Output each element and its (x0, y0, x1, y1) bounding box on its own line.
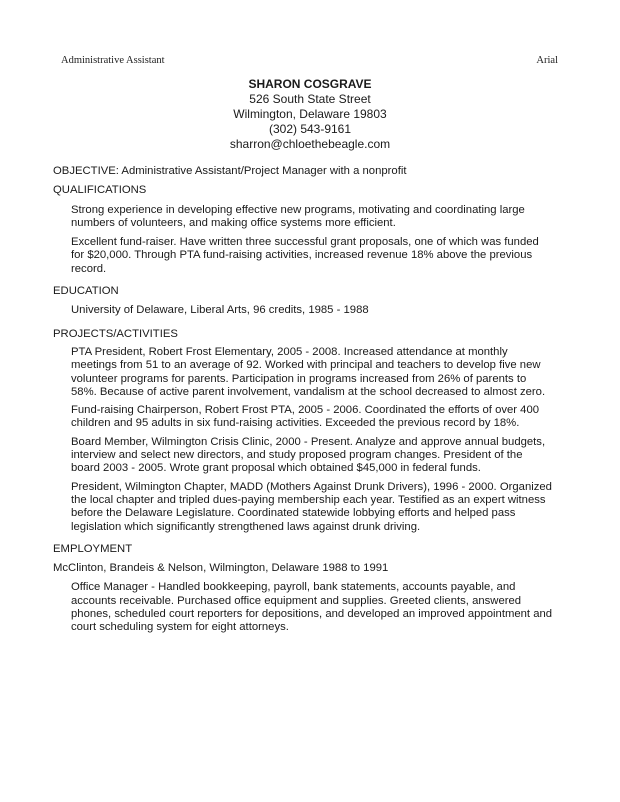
city-state-zip: Wilmington, Delaware 19803 (233, 107, 387, 121)
qualification-item: Excellent fund-raiser. Have written three successful grant proposals, one of which was funded for $20,000. Through PTA fund-raising activities, increased revenue 18% above the previous record. (71, 236, 539, 275)
project-item: President, Wilmington Chapter, MADD (Mothers Against Drunk Drivers), 1996 - 2000. Organized the local chapter and tripled dues-paying membership each year. Testified as an expert witness before the Delaware Legislature. Coordinated statewide lobbying efforts and helped pass legislation which significantly strengthened laws against drunk driving. (71, 480, 552, 533)
project-item: PTA President, Robert Frost Elementary, 2005 - 2008. Increased attendance at monthly meetings from 51 to an average of 92. Worked with principal and teachers to develop five new volunteer programs for parents. Participation in programs increased from 26% of parents to 58%. Because of active parent involvement, vandalism at the school decreased to almost zero. (71, 345, 546, 398)
employment-item: Office Manager - Handled bookkeeping, payroll, bank statements, accounts payable, and accounts receivable. Purchased office equipment and supplies. Greeted clients, answered phones, scheduled court reporters for depositions, and developed an improved appointment and court scheduling system for eight attorneys. (71, 581, 553, 634)
resume-body (53, 165, 553, 635)
employment-heading: EMPLOYMENT (53, 542, 133, 555)
employer-line: McClinton, Brandeis & Nelson, Wilmington, Delaware 1988 to 1991 (53, 562, 389, 575)
contact-block (0, 77, 620, 152)
project-item: Board Member, Wilmington Crisis Clinic, 2000 - Present. Analyze and approve annual budgets, interview and select new directors, and study proposed program changes. President of the board 2003 - 2005. Wrote grant proposal which obtained $45,000 in federal funds. (71, 435, 546, 475)
education-heading: EDUCATION (53, 285, 119, 298)
candidate-name: SHARON COSGRAVE (248, 77, 372, 91)
header-left-label: Administrative Assistant (61, 55, 165, 66)
projects-heading: PROJECTS/ACTIVITIES (53, 327, 178, 340)
phone-number: (302) 543-9161 (268, 122, 352, 136)
education-item: University of Delaware, Liberal Arts, 96 credits, 1985 - 1988 (71, 304, 369, 317)
email-address: sharron@chloethebeagle.com (229, 137, 391, 151)
objective-line: OBJECTIVE: Administrative Assistant/Project Manager with a nonprofit (53, 165, 407, 177)
qualification-item: Strong experience in developing effective new programs, motivating and coordinating large numbers of volunteers, and making office systems more efficient. (71, 203, 525, 229)
street-address: 526 South State Street (249, 92, 371, 106)
header-right-label: Arial (536, 55, 558, 66)
qualifications-heading: QUALIFICATIONS (53, 184, 147, 197)
project-item: Fund-raising Chairperson, Robert Frost PTA, 2005 - 2006. Coordinated the efforts of over 400 children and 95 adults in six fund-raising activities. Exceeded the previous record by 18%. (71, 404, 540, 430)
